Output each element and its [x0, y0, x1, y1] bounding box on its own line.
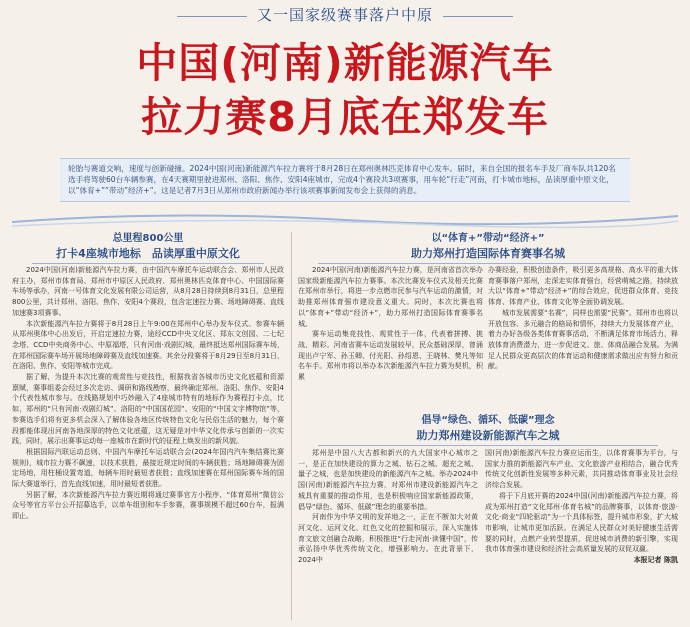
section1-heading-line2: 打卡4座城市地标 品读厚重中原文化	[56, 247, 240, 260]
section2-paragraph: 赛车运动集竞技性、观赏性于一体，代表着拼搏、挑战、精彩。河南省赛车运动发展较早，民众基础深厚，曾涌现出卢宁军、孙玉卿、付光阳、孙绍恩、王晓林、樊凡等知名车手。郑州市将以举办本次新能源汽车拉力赛为契机，积累	[298, 330, 483, 382]
section3-paragraph: 将于下月底开赛的2024中国(河南)新能源汽车拉力赛，将成为郑州打造“文化郑州·体育名城”的品牌赛事，以体育·旅游·文化·商业“四轮驱动”为一个具体标签，提升城市形象，扩大城市影响，让城市更加活跃。在满足人民群众对美好健康生活需要的同时，点燃产业转型提质，促进城市消费的新引擎，实现我市体育强市建设和经济社会高质量发展的双促双赢。	[485, 491, 678, 554]
section1-heading-rule	[32, 263, 264, 264]
section3-paragraph: 国(河南)新能源汽车拉力赛应运而生，以体育赛事为平台，与国家力推的新能源汽车产业、文化旅游产业相结合，融合优秀传统文化创新性发展等多种元素，共同推动体育事业及社会经济综合发展。	[485, 449, 678, 490]
section1-paragraph: 据了解，为提升本次比赛的观赏性与竞技性，根据我省各城市历史文化底蕴和资源禀赋，赛事组委会经过多次走访、调研和路线勘察，最终确定郑州、洛阳、焦作、安阳4个代表性城市参与。在线路规划中巧妙融入了4座城市特有的地标作为赛程打卡点，比如，郑州的“只有河南·戏剧幻城”、洛阳的“中国国花园”、安阳的“中国文字博物馆”等，参赛选手们将有更多机会深入了解体验各地区传统特色文化与民俗生活的魅力，每个赛段都能体现出河南各地深厚的特色文化底蕴，这无疑是对中华文化传承与创新的一次实践，同时，展示出赛事运动每一座城市在新时代的征程上焕发出的新风貌。	[12, 373, 284, 446]
section3-heading-line1: 倡导“绿色、循环、低碳”理念	[421, 415, 555, 426]
column-divider	[291, 232, 292, 620]
section2-paragraph: 城市发展需要“名赛”，同样也需要“民赛”。郑州市也将以开放包容、多元融合的格局和情怀，持续大力发展体育产业，着力办好各级各类体育赛事活动，不断满足体育市场活力，释放体育消费潜力，进一步促进文、旅、体商品融合发展。为满足人民群众更高层次的体育运动和健康需求做出应有努力和贡献。	[488, 308, 678, 371]
section1-paragraph: 另据了解，本次新能源汽车拉力赛近期将通过赛事官方小程序、“体育郑州”微信公众号等官方平台公开招募选手，以单车组别和车手参赛，赛事规模不超过60台车，报满即止。	[12, 490, 284, 521]
section2-paragraph: 2024中国(河南)新能源汽车拉力赛，是河南省首次举办国家级新能源汽车拉力赛事。本次比赛发车仪式及相关比赛在郑州市举行，将进一步点燃市民参与汽车运动的激情，对助推郑州体育强市建设意义重大。同时，本次比赛也将以“体育+”带动“经济+”，助力郑州打造国际体育赛事名城。	[298, 266, 483, 328]
section2-body-left	[298, 265, 483, 382]
author-byline: 本报记者 陈凯	[633, 556, 678, 565]
section2-heading-line1: 以“体育+”带动“经济+”	[431, 233, 545, 244]
section2-paragraph: 办赛经验，积极创造条件，吸引更多高规格、高水平的重大体育赛事落户郑州，走深走实体育强台，经营萌城之路，持续放大以“体育+”带动“经济+”的综合效应，促进群众体育、竞技体育、体育产业、体育文化等全面协调发展。	[488, 266, 678, 307]
section3-heading-line2: 助力郑州建设新能源汽车之城	[416, 429, 560, 442]
section1-paragraph: 2024中国(河南)新能源汽车拉力赛，由中国汽车摩托车运动联合会、郑州市人民政府主办，郑州市体育局、郑州市中原区人民政府、郑州奥林匹克体育中心、中国国际赛车场等承办，河南一号体育文化发展有限公司运营，从8月28日持续到8月31日，总里程800公里，共计郑州、洛阳、焦作、安阳4个赛段，包含定速拉力赛、场地障碍赛、直线加速赛3项赛事。	[12, 266, 284, 317]
headline-line-2: 拉力赛8月底在郑发车	[141, 93, 549, 141]
section3-body-right	[485, 448, 678, 618]
section3-heading	[298, 414, 678, 446]
section1-heading-line1: 总里程800公里	[112, 233, 184, 244]
section2-heading-line2: 助力郑州打造国际体育赛事名城	[411, 247, 565, 260]
section3-heading-rule	[318, 445, 658, 446]
section2-heading-rule	[318, 263, 658, 264]
section3-paragraph: 郑州是中国八大古都和新兴的九大国家中心城市之一，是正在加快建设的算力之城、钻石之城、超充之城、量子之城，也是加快建设的新能源汽车之城。举办2024中国(河南)新能源汽车拉力赛，对郑州市建设新能源汽车之城具有重要的推动作用，也是积极响应国家新能源政策，倡导“绿色、循环、低碳”理念的重要举措。	[298, 449, 478, 511]
section1-body	[12, 265, 284, 617]
section2-body-right	[488, 265, 678, 375]
headline-line-1: 中国(河南)新能源汽车	[136, 39, 554, 87]
section3-paragraph: 河南作为中华文明的发祥地之一，正在不断加大对黄河文化、运河文化、红色文化的挖掘和展示，深入实施体育文旅文创融合战略，积极推进“行走河南·读懂中国”，传承弘扬中华优秀传统文化，增强影响力。在此背景下，2024中	[298, 513, 478, 565]
section2-heading	[298, 232, 678, 264]
section1-paragraph: 根据国际汽联运动总则、中国汽车摩托车运动联合会(2024年国内汽车集结赛比赛规则)，城市拉力赛不飙速，以技术获胜，最接近规定时间的车辆获胜；场地障碍赛为固定场地，用柱桶设置弯道，每辆车用时最短者获胜；直线加速赛在郑州国际赛车场的国际大赛道举行，首先直线加速，用时最短者获胜。	[12, 447, 284, 489]
section3-body-left	[298, 448, 478, 618]
section1-heading	[12, 232, 284, 264]
section1-paragraph: 本次新能源汽车拉力赛将于8月28日上午9:00在郑州中心举办发车仪式。参赛车辆从郑州奥体中心出发后，开启定速拉力赛，途经CCD中央文化区、郑东文创园、二七纪念塔、CCD中央商务中心、中原福塔，只有河南·戏剧幻城，最终抵达郑州国际赛车场，在郑州国际赛车场开展场地障碍赛及直线加速赛。其余分段赛将于8月29日至8月31日，在洛阳、焦作、安阳等城市完成。	[12, 319, 284, 371]
kicker: 又一国家级赛事落户中原	[0, 4, 690, 25]
decorative-road-graphic	[12, 208, 678, 228]
lead-paragraph: 轮胎与赛道交响，速度与创新碰撞。2024中国(河南)新能源汽车拉力赛将于8月28日在郑州奥林匹克体育中心发车。届时，来自全国的报名车手及厂商车队共120名选手将驾驶60台车辆参赛，在4天赛期里驶进郑州、洛阳、焦作、安阳4座城市，完成4个赛段共3项赛事，用车轮“行走”河南，打卡城市地标，品读厚重中原文化，以“体育+”“带动”经济+”。这是记者7月3日从郑州市政府新闻办举行该项赛事新闻发布会上获得的消息。	[60, 158, 630, 202]
